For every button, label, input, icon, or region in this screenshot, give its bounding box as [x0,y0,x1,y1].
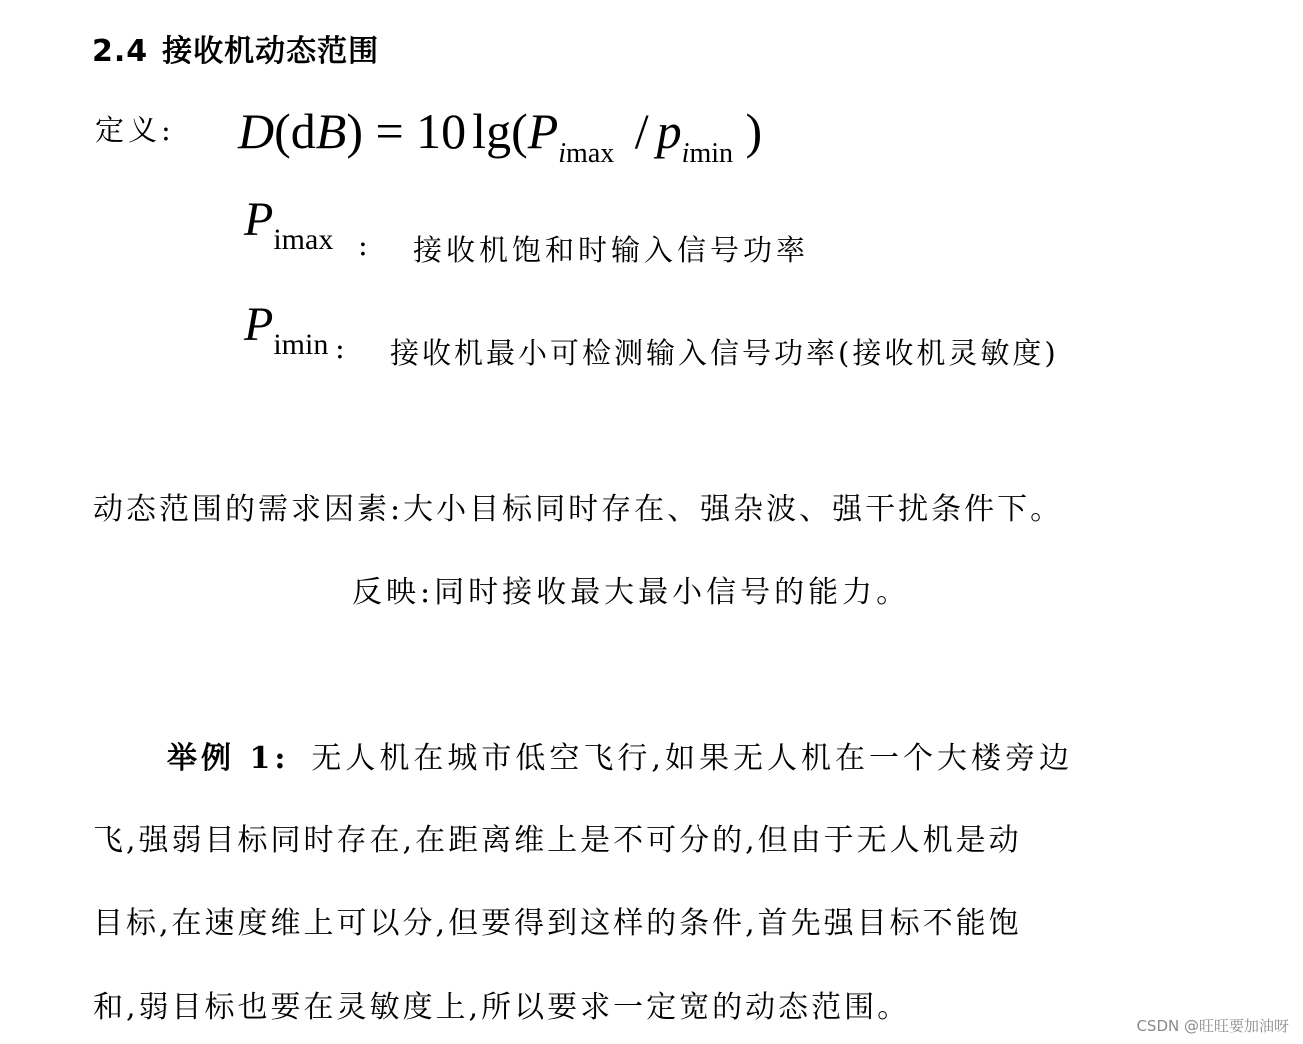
formula-unit-prefix: d [290,103,316,159]
pimax-colon: : [358,228,372,262]
section-heading [92,26,379,70]
pimin-symbol: $P_{imin}$ [244,298,329,361]
example-first-line [167,733,1073,777]
pimin-colon: : [335,331,349,365]
formula-lhs-var: D [238,103,275,159]
example-line-4: 和,弱目标也要在灵敏度上,所以要求一定宽的动态范围。 [93,990,911,1025]
formula-paren-open: ( [274,103,291,159]
reflect-line: 反映:同时接收最大最小信号的能力。 [352,575,911,610]
example-line-3: 目标,在速度维上可以分,但要得到这样的条件,首先强目标不能饱 [93,906,1022,941]
pimax-description: 接收机饱和时输入信号功率 [413,233,810,267]
example-line-2: 飞,强弱目标同时存在,在距离维上是不可分的,但由于无人机是动 [93,823,1022,858]
formula-coefficient: 10 [416,103,467,159]
section-number: 2.4 [92,34,149,69]
pimax-symbol: $P_{imax}$ [244,193,334,256]
dynamic-range-formula [238,96,762,189]
formula-divide: / [634,103,649,159]
formula-close: ) [745,103,763,159]
formula-den-var: p [656,103,682,159]
formula-den-sub: imin [681,138,734,169]
formula-unit-var: B [315,103,347,159]
formula-func: lg( [472,103,528,159]
example-label: 举例 1: [167,741,290,776]
watermark: CSDN @旺旺要加油呀 [1136,1017,1289,1035]
formula-equals: = [375,103,404,159]
formula-num-sub: imax [558,138,615,169]
formula-paren-close: ) [346,103,363,159]
section-title: 接收机动态范围 [162,34,380,69]
requirement-line: 动态范围的需求因素:大小目标同时存在、强杂波、强干扰条件下。 [93,492,1064,527]
definition-label: 定义: [95,113,175,147]
formula-num-var: P [527,103,559,159]
example-line-1: 无人机在城市低空飞行,如果无人机在一个大楼旁边 [311,741,1073,776]
pimin-description: 接收机最小可检测输入信号功率(接收机灵敏度) [390,336,1059,370]
